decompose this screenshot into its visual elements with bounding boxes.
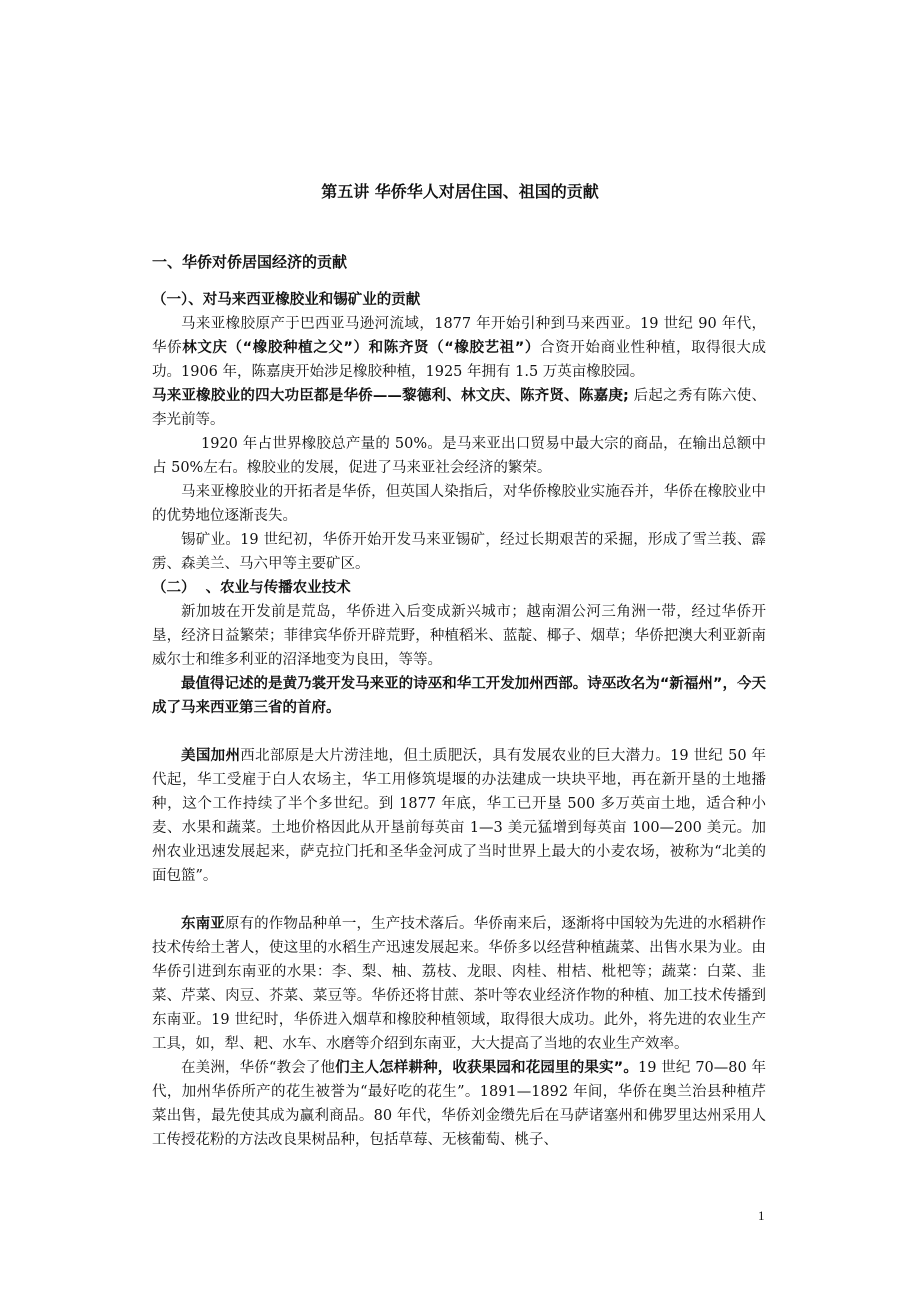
bold-text: 和 <box>368 340 384 356</box>
bold-text: 林文庆（“橡胶种植之父”） <box>182 340 369 356</box>
bold-text: 陈齐贤（“橡胶艺祖”） <box>383 340 541 356</box>
paragraph-rubber-output: 1920 年占世界橡胶总产量的 50%。是马来亚出口贸易中最大宗的商品，在输出总额中占 50%左右。橡胶业的发展，促进了马来亚社会经济的繁荣。 <box>152 436 766 476</box>
section-heading: 一、华侨对侨居国经济的贡献 <box>152 253 348 271</box>
spacer <box>152 888 766 912</box>
document-body <box>152 250 766 1152</box>
paragraph-land-development: 新加坡在开发前是荒岛，华侨进入后变成新兴城市；越南湄公河三角洲一带，经过华侨开垦，经济日益繁荣；菲律宾华侨开辟荒野，种植稻米、蓝靛、椰子、烟草；华侨把澳大利亚新南威尔士和维多利亚的沼泽地变为良田，等等。 <box>152 604 766 668</box>
paragraph-rubber-pioneers <box>152 384 766 432</box>
paragraph-california <box>152 744 766 888</box>
paragraph-text: 后起之秀有陈六使、李光前等。 <box>152 388 766 428</box>
bold-text: 美国加州 <box>181 748 241 764</box>
paragraph-southeast-asia <box>152 912 766 1056</box>
paragraph-text: 在美洲，华侨“教会了他 <box>181 1060 336 1076</box>
paragraph-text: 马来亚橡胶原产于巴西亚马逊河流域，1877 年开始引种到马来西亚。19 世纪 90 年代，华侨 <box>152 316 766 356</box>
paragraph-sibu-highlight: 最值得记述的是黄乃裳开发马来亚的诗巫和华工开发加州西部。诗巫改名为“新福州”，今天成了马来西亚第三省的首府。 <box>152 676 766 716</box>
paragraph-tin-mining: 锡矿业。19 世纪初，华侨开始开发马来亚锡矿，经过长期艰苦的采掘，形成了雪兰莪、霹雳、森美兰、马六甲等主要矿区。 <box>152 532 766 572</box>
paragraph-text: 合资开始商业性种植，取得很大成功。1906 年，陈嘉庚开始涉足橡胶种植，1925 年拥有 1.5 万英亩橡胶园。 <box>152 340 767 380</box>
bold-text: 东南亚 <box>181 916 225 932</box>
paragraph-americas <box>152 1056 766 1152</box>
spacer <box>152 720 766 744</box>
bold-text: 马来亚橡胶业的四大功臣都是华侨——黎德利、林文庆、陈齐贤、陈嘉庚; <box>152 388 629 404</box>
paragraph-text: 西北部原是大片涝洼地，但土质肥沃，具有发展农业的巨大潜力。19 世纪 50 年代起，华工受雇于白人农场主，华工用修筑堤堰的办法建成一块块平地，再在新开垦的土地播种，这个工作持续了半个多世纪。到 1877 年底，华工已开垦 500 多万英亩土地，适合种小麦、水果和蔬菜。土地价格因此从开垦前每英亩 1—3 美元猛增到每英亩 100—200 美元。加州农业迅速发展起来，萨克拉门托和圣华金河成了当时世界上最大的小麦农场，被称为“北美的面包篮”。 <box>152 748 766 884</box>
paragraph-rubber-origin <box>152 312 766 384</box>
bold-text: 们主人怎样耕种，收获果园和花园里的果实”。 <box>335 1060 639 1076</box>
subsection-heading: （二） 、农业与传播农业技术 <box>152 580 351 596</box>
page-title: 第五讲 华侨华人对居住国、祖国的贡献 <box>321 182 599 201</box>
page-number: 1 <box>758 1208 765 1223</box>
paragraph-text: 19 世纪 70—80 年代，加州华侨所产的花生被誉为“最好吃的花生”。1891—1892 年间，华侨在奥兰治县种植芹菜出售，最先使其成为赢利商品。80 年代，华侨刘金缵先后在马萨诸塞州和佛罗里达州采用人工传授花粉的方法改良果树品种，包括草莓、无核葡萄、桃子、 <box>152 1060 766 1148</box>
subsection-heading: （一）、对马来西亚橡胶业和锡矿业的贡献 <box>152 292 421 308</box>
paragraph-text: 原有的作物品种单一，生产技术落后。华侨南来后，逐渐将中国较为先进的水稻耕作技术传给土著人，使这里的水稻生产迅速发展起来。华侨多以经营种植蔬菜、出售水果为业。由华侨引进到东南亚的水果：李、梨、柚、荔枝、龙眼、肉桂、柑桔、枇杷等；蔬菜：白菜、韭菜、芹菜、肉豆、芥菜、菜豆等。华侨还将甘蔗、茶叶等农业经济作物的种植、加工技术传播到东南亚。19 世纪时，华侨进入烟草和橡胶种植领域，取得很大成功。此外，将先进的农业生产工具，如，犁、耙、水车、水磨等介绍到东南亚，大大提高了当地的农业生产效率。 <box>152 916 767 1052</box>
paragraph-rubber-decline: 马来亚橡胶业的开拓者是华侨，但英国人染指后，对华侨橡胶业实施吞并，华侨在橡胶业中的优势地位逐渐丧失。 <box>152 484 766 524</box>
